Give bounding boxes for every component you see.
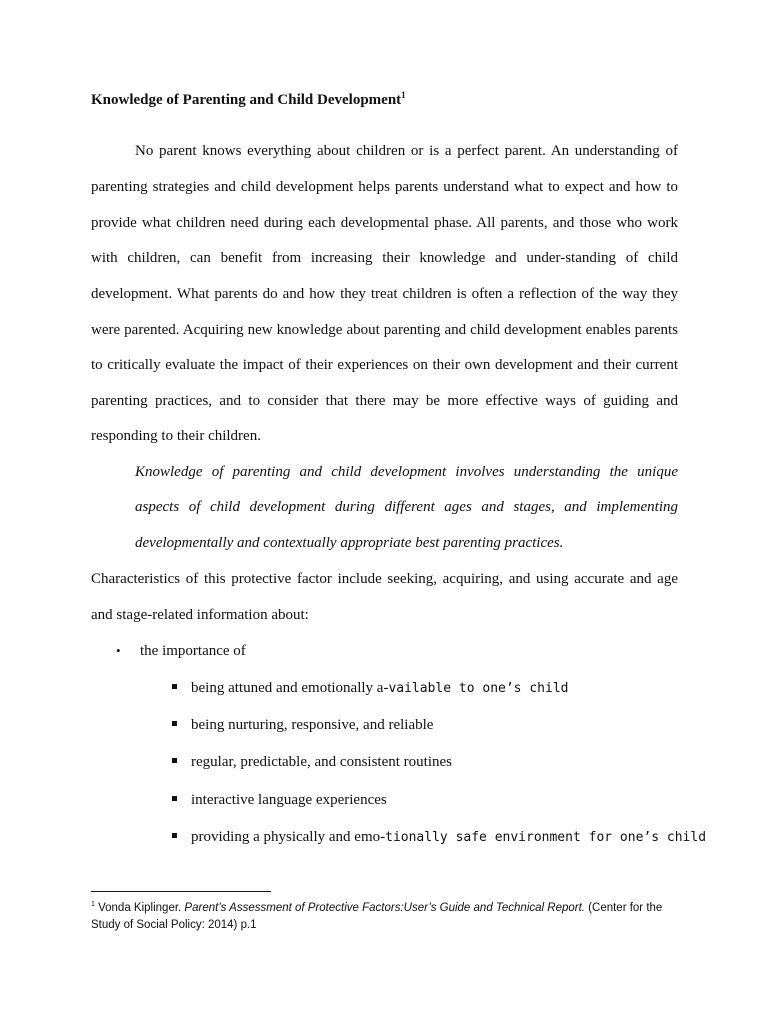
sub-bullet-text: providing a physically and emo- [191, 829, 386, 845]
sub-bullet-text-cont: tionally safe environment for one’s child [385, 830, 707, 845]
footnote-line-2: Study of Social Policy: 2014) p.1 [91, 919, 257, 931]
sub-bullet-text: being nurturing, responsive, and reliable [191, 717, 434, 733]
bullet-text: the importance of [140, 643, 246, 659]
document-title [91, 92, 406, 109]
paragraph1-line: were parented. Acquiring new knowledge about parenting and child development enables parents [91, 322, 678, 338]
bullet-dot-icon: • [116, 643, 121, 658]
bullet-item [116, 641, 246, 661]
footnote-work-title: Parent’s Assessment of Protective Factors:User’s Guide and Technical Report. [184, 902, 585, 914]
paragraph1-line: provide what children need during each developmental phase. All parents, and those who work [91, 215, 678, 231]
paragraph1-line: parenting strategies and child development helps parents understand what to expect and how to [91, 179, 678, 195]
paragraph2-line: Characteristics of this protective factor include seeking, acquiring, and using accurate and age [91, 571, 678, 587]
sub-bullet-text: interactive language experiences [191, 792, 387, 808]
sub-bullet-text: being attuned and emotionally a- [191, 680, 389, 696]
paragraph1-line: with children, can benefit from increasing their knowledge and under-standing of child [91, 250, 678, 266]
sub-bullet-item [172, 715, 433, 735]
sub-bullet-text: regular, predictable, and consistent routines [191, 754, 452, 770]
footnote [91, 900, 691, 934]
title-text: Knowledge of Parenting and Child Development [91, 92, 402, 108]
square-bullet-icon [172, 758, 177, 763]
footnote-separator [91, 891, 271, 892]
square-bullet-icon [172, 796, 177, 801]
square-bullet-icon [172, 721, 177, 726]
title-footnote-ref: 1 [401, 90, 406, 100]
footnote-line-1 [91, 900, 691, 917]
sub-bullet-item [172, 678, 568, 698]
quote-line: developmentally and contextually appropriate best parenting practices. [135, 535, 564, 551]
sub-bullet-item [172, 827, 706, 847]
quote-line: aspects of child development during different ages and stages, and implementing [135, 499, 678, 515]
footnote-publisher: (Center for the [584, 902, 663, 914]
paragraph1-line: to critically evaluate the impact of their experiences on their own development and their current [91, 357, 678, 373]
paragraph1-line: responding to their children. [91, 428, 261, 444]
footnote-author: Vonda Kiplinger. [94, 902, 185, 914]
footnote-number: 1 [91, 901, 95, 909]
paragraph1-line: No parent knows everything about children or is a perfect parent. An understanding of [135, 143, 678, 159]
square-bullet-icon [172, 833, 177, 838]
sub-bullet-text-cont: vailable to one’s child [388, 681, 569, 696]
quote-line: Knowledge of parenting and child development involves understanding the unique [135, 464, 678, 480]
sub-bullet-item [172, 790, 387, 810]
sub-bullet-item [172, 752, 452, 772]
square-bullet-icon [172, 684, 177, 689]
paragraph1-line: development. What parents do and how they treat children is often a reflection of the way they [91, 286, 678, 302]
paragraph1-line: parenting practices, and to consider that there may be more effective ways of guiding and [91, 393, 678, 409]
paragraph2-line: and stage-related information about: [91, 607, 309, 623]
